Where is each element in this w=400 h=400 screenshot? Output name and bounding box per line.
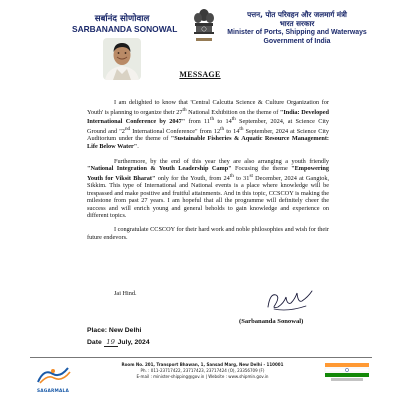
p1-sup-2: th <box>210 116 215 123</box>
p1-text-1: I am delighted to know that 'Central Calcutta Science & Culture Organization for Youth' is planning to organize their 27 <box>87 99 329 116</box>
p2-text-3: only for the Youth, from 24 <box>155 174 230 182</box>
p1-bold-2: "Sustainable Fisheries & Aquatic Resource Management: Life Below Water" <box>87 135 329 150</box>
p2-bold-1: "National Integration & Youth Leadership Camp" <box>87 165 232 173</box>
p2-sup-2: st <box>249 172 253 179</box>
date-prefix: Date <box>87 339 102 346</box>
footer-email-website: E-mail : minister-shipping@gov.in | Website : www.shipmin.gov.in <box>136 374 269 380</box>
date-day-handwritten: 19 <box>104 338 118 347</box>
ministry-english-line2: Government of India <box>263 38 331 45</box>
p2-text-5: December, 2024 at Gangtok, Sikkim. This type of International and National events is a place where knowledge will be trespassed and make positive and fruitful attainments. And in this topic, CCSCOY is making the milestone from past 27 years. I am hopeful that all the programme will definitely cheer the success and will enrich young and general beholds to gain knowledge and experience on different topics. <box>87 174 330 220</box>
sagarmala-wave-icon <box>30 364 76 384</box>
p1-text-6: International Conference" from 12 <box>130 127 221 135</box>
sagarmala-logo <box>30 364 76 394</box>
ministry-hindi-line1: पत्तन, पोत परिवहन और जलमार्ग मंत्री <box>247 10 347 19</box>
signatory-name: (Sarbananda Sonowal) <box>239 318 304 325</box>
minister-name-english: SARBANANDA SONOWAL <box>72 24 178 34</box>
p1-text-2: National Exhibition on the theme of <box>186 108 280 116</box>
p1-sup-4: nd <box>124 125 131 132</box>
minister-name-hindi: सर्बानंद सोणोवाल <box>94 14 150 24</box>
p1-sup-6: th <box>239 125 244 132</box>
p2-sup-1: th <box>229 172 234 179</box>
azadi-ka-amrit-mahotsav-logo <box>323 360 371 384</box>
p1-text-8: September, 2024 at Science City Auditorium under the theme of <box>87 127 329 143</box>
footer-address: Room No. 201, Transport Bhawan, 1, Sansad Marg, New Delhi - 110001 <box>121 362 284 367</box>
footer-phone: Ph. : 011-23717422, 23717423, 23717424 (O), 23356709 (F) <box>140 368 265 374</box>
ministry-english-line1: Minister of Ports, Shipping and Waterways <box>227 29 367 36</box>
p1-text-5: September, 2024, at Science City Ground and "2 <box>87 118 329 135</box>
minister-name-block <box>72 14 178 34</box>
message-body <box>87 99 329 248</box>
p2-text-1: Furthermore, by the end of this year they are also arranging a youth friendly <box>114 157 329 165</box>
footer-divider <box>30 357 372 358</box>
ministry-block <box>222 10 372 46</box>
p2-text-2: Focusing the theme <box>231 165 292 173</box>
footer-contact <box>100 362 305 380</box>
p1-text-3: from 11 <box>185 118 210 126</box>
place-line: Place: New Delhi <box>87 327 142 334</box>
ministry-hindi-line2: भारत सरकार <box>279 19 315 28</box>
p1-sup-3: th <box>231 116 236 123</box>
paragraph-3: I congratulate CCSCOY for their hard work and noble philosophies and wish for their future endevors. <box>87 225 329 241</box>
sagarmala-label: SAGARMALA <box>36 389 70 394</box>
p1-text-4: to 14 <box>214 118 232 126</box>
signature-image <box>262 287 316 315</box>
paragraph-1 <box>87 99 329 151</box>
p2-text-4: to 31 <box>233 174 250 182</box>
date-line <box>87 338 150 347</box>
paragraph-2 <box>87 158 329 220</box>
p1-bold-1: "India: Developed International Conference by 2047" <box>87 108 329 126</box>
p1-text-7: to 14 <box>224 127 240 135</box>
p1-sup-1: th <box>182 106 187 113</box>
p2-bold-2: "Empowering Youth for Viksit Bharat" <box>87 165 329 182</box>
closing-salutation: Jai Hind. <box>114 290 137 297</box>
national-emblem-icon <box>192 6 216 50</box>
p1-text-9: . <box>137 142 139 150</box>
date-suffix: July, 2024 <box>117 339 150 346</box>
p1-sup-5: th <box>220 125 225 132</box>
message-title: MESSAGE <box>179 70 221 79</box>
